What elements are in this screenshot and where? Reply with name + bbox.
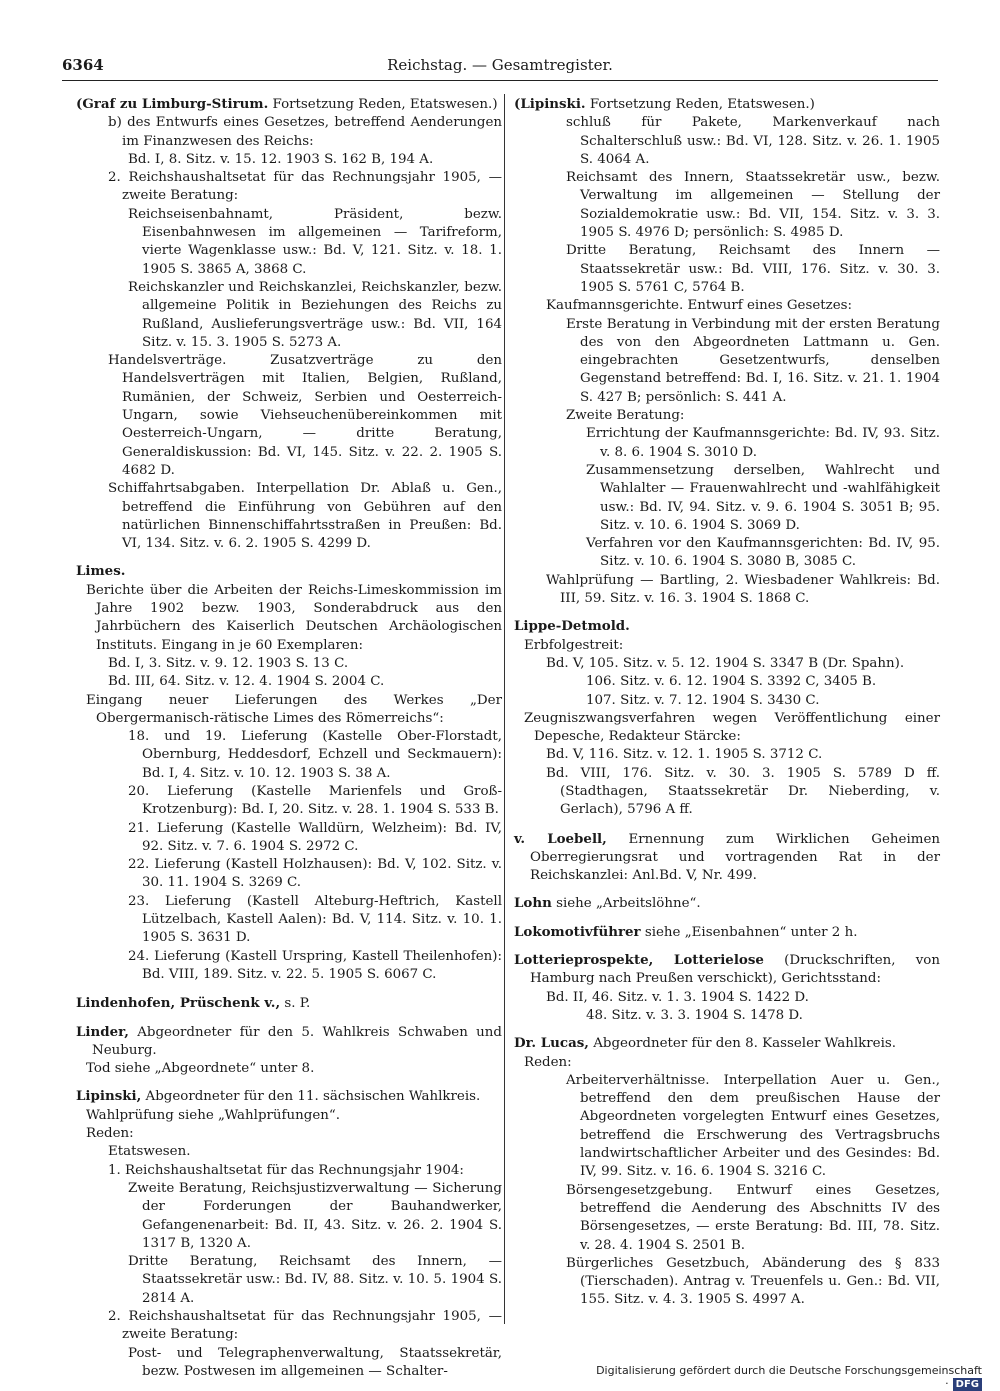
entry-line: Zeugniszwangsverfahren wegen Veröffentlichung einer Depesche, Redakteur Stärcke: [524,710,940,745]
entry-line: Dritte Beratung, Reichsamt des Innern, — Staatssekretär usw.: Bd. IV, 88. Sitz. v. 10. 5. 1904 S. 2814 A. [128,1254,502,1306]
index-entry [76,95,502,553]
entry-line: Bürgerliches Gesetzbuch, Abänderung des § 833 (Tierschaden). Antrag v. Treuenfels u. Gen.: Bd. VII, 155. Sitz. v. 4. 3. 1905 S. 4997 A. [566,1255,940,1308]
entry-line: Reichseisenbahnamt, Präsident, bezw. Eisenbahnwesen im allgemeinen — Tarifreform, vierte Wagenklasse usw.: Bd. V, 121. Sitz. v. 18. 1. 1905 S. 3865 A, 3868 C. [128,206,502,277]
entry-heading [514,951,940,989]
page-number: 6364 [62,56,104,74]
entry-line: Börsengesetzgebung. Entwurf eines Gesetzes, betreffend die Aenderung des Abschnitts IV des Börsengesetzes, — erste Beratung: Bd. III, 78. Sitz. v. 28. 4. 1904 S. 2501 B. [566,1182,940,1253]
entry-line: 107. Sitz. v. 7. 12. 1904 S. 3430 C. [586,692,820,708]
entry-line: Verfahren vor den Kaufmannsgerichten: Bd. IV, 95. Sitz. v. 10. 6. 1904 S. 3080 B, 3085 C. [586,536,940,570]
entry-heading [514,894,940,913]
heading-text: Fortsetzung Reden, Etatswesen.) [585,97,815,112]
index-entry [514,951,940,1025]
index-entry [514,95,940,608]
entry-heading [76,1087,502,1106]
entry-line: Bd. I, 8. Sitz. v. 15. 12. 1903 S. 162 B, 194 A. [128,151,434,167]
entry-line: Reichsamt des Innern, Staatssekretär usw., bezw. Verwaltung im allgemeinen — Stellung der Sozialdemokratie usw.: Bd. VII, 154. Sitz. v. 3. 3. 1905 S. 4976 D; persönlich: S. 4985 D. [566,170,940,241]
headword: Lotterieprospekte, Lotterielose [514,952,764,969]
entry-line: 21. Lieferung (Kastelle Walldürn, Welzheim): Bd. IV, 92. Sitz. v. 7. 6. 1904 S. 2972 C. [128,820,502,854]
entry-line: Errichtung der Kaufmannsgerichte: Bd. IV, 93. Sitz. v. 8. 6. 1904 S. 3010 D. [586,426,940,460]
index-entry [76,1023,502,1079]
entry-line: 24. Lieferung (Kastell Urspring, Kastell Theilenhofen): Bd. VIII, 189. Sitz. v. 22. 5. 1905 S. 6067 C. [128,948,502,982]
entry-line: Zweite Beratung, Reichsjustizverwaltung — Sicherung der Forderungen der Bauhandwerker, Gefangenenarbeit: Bd. II, 43. Sitz. v. 26. 2. 1904 S. 1317 B, 1320 A. [128,1180,502,1251]
entry-heading [514,617,940,636]
entry-line: 22. Lieferung (Kastell Holzhausen): Bd. V, 102. Sitz. v. 30. 11. 1904 S. 3269 C. [128,857,502,891]
heading-text: siehe „Eisenbahnen“ unter 2 h. [640,924,858,940]
entry-line: 106. Sitz. v. 6. 12. 1904 S. 3392 C, 3405 B. [586,674,877,690]
entry-line: Bd. VIII, 176. Sitz. v. 30. 3. 1905 S. 5789 D ff. (Stadthagen, Staatssekretär Dr. Nieberding, v. Gerlach), 5796 A ff. [546,765,940,818]
entry-line: Reden: [86,1126,134,1142]
index-entry [76,562,502,984]
headword: Lohn [514,895,552,912]
index-entry [514,923,940,942]
headword: Lokomotivführer [514,923,641,940]
heading-text: (Druckschriften, von Hamburg nach Preußen verschickt), Gerichtsstand: [530,953,940,987]
entry-heading [76,994,502,1013]
entry-line: Berichte über die Arbeiten der Reichs-Limeskommission im Jahre 1902 bezw. 1903, Sonderabdruck aus den Jahrbüchern des Kaiserlich Deutschen Archäologischen Instituts. Eingang in je 60 Exemplaren: [86,582,502,653]
heading-text: Abgeordneter für den 5. Wahlkreis Schwaben und Neuburg. [92,1024,502,1058]
entry-heading [514,923,940,942]
index-entry [76,994,502,1013]
header-rule [62,80,938,81]
entry-line: Kaufmannsgerichte. Entwurf eines Gesetzes: [546,298,853,314]
headword: Limes. [76,563,126,580]
entry-line: Erbfolgestreit: [524,637,624,653]
heading-text: Abgeordneter für den 8. Kasseler Wahlkreis. [588,1036,897,1052]
heading-text: siehe „Arbeitslöhne“. [551,896,701,912]
entry-line: 18. und 19. Lieferung (Kastelle Ober-Florstadt, Obernburg, Heddesdorf, Echzell und Seckmauern): Bd. I, 4. Sitz. v. 10. 12. 1903 S. 38 A. [128,729,502,781]
entry-line: 2. Reichshaushaltsetat für das Rechnungsjahr 1905, — zweite Beratung: [108,170,502,204]
running-title: Reichstag. — Gesamtregister. [387,56,613,74]
entry-line: Bd. V, 105. Sitz. v. 5. 12. 1904 S. 3347 B (Dr. Spahn). [546,655,905,671]
entry-heading [514,830,940,886]
headword: Lipinski, [76,1088,142,1105]
entry-line: Dritte Beratung, Reichsamt des Innern — Staatssekretär usw.: Bd. VIII, 176. Sitz. v. 30. 3. 1905 S. 5761 C, 5764 B. [566,243,940,295]
headword: v. Loebell, [514,830,607,847]
index-entry [514,894,940,913]
index-entry [514,1034,940,1309]
headword: (Lipinski. [514,96,586,112]
entry-line: Post- und Telegraphenverwaltung, Staatssekretär, bezw. Postwesen im allgemeinen — Schalter- [128,1345,502,1379]
entry-line: Eingang neuer Lieferungen des Werkes „Der Obergermanisch-rätische Limes des Römerreichs“: [86,692,502,726]
entry-heading [76,1023,502,1061]
entry-line: Bd. III, 64. Sitz. v. 12. 4. 1904 S. 2004 C. [108,674,385,690]
entry-line: Arbeiterverhältnisse. Interpellation Auer u. Gen., betreffend den dem preußischen Hause der Abgeordneten vorgelegten Entwurf eines Gesetzes, betreffend die Erschwerung des Vertragsbruchs landwirtschaftlicher Arbeiter und des Gesindes: Bd. IV, 99. Sitz. v. 16. 6. 1904 S. 3216 C. [566,1072,940,1180]
entry-line: Reichskanzler und Reichskanzlei, Reichskanzler, bezw. allgemeine Politik in Beziehungen des Reichs zu Rußland, Auslieferungsverträge usw.: Bd. VII, 164 Sitz. v. 15. 3. 1905 S. 5273 A. [128,279,502,350]
headword: Lindenhofen, Prüschenk v., [76,995,281,1012]
credit-text: Digitalisierung gefördert durch die Deutsche Forschungsgemeinschaft · [596,1364,982,1390]
entry-line: 23. Lieferung (Kastell Alteburg-Heftrich, Kastell Lützelbach, Kastell Aalen): Bd. V, 114. Sitz. v. 10. 1. 1905 S. 3631 D. [128,893,502,946]
column-divider [504,94,505,1324]
entry-line: Bd. I, 3. Sitz. v. 9. 12. 1903 S. 13 C. [108,655,349,671]
entry-line: 48. Sitz. v. 3. 3. 1904 S. 1478 D. [586,1007,803,1023]
entry-line: Bd. II, 46. Sitz. v. 1. 3. 1904 S. 1422 D. [546,989,809,1005]
entry-line: b) des Entwurfs eines Gesetzes, betreffend Aenderungen im Finanzwesen des Reichs: [108,115,502,149]
index-entry [514,830,940,886]
entry-heading [76,562,502,581]
entry-heading [76,95,502,114]
heading-text: Fortsetzung Reden, Etatswesen.) [268,97,498,112]
entry-line: Reden: [524,1054,572,1070]
digitization-credit [592,1364,982,1391]
entry-line: Etatswesen. [108,1144,191,1160]
entry-line: 1. Reichshaushaltsetat für das Rechnungsjahr 1904: [108,1162,464,1178]
entry-line: Schiffahrtsabgaben. Interpellation Dr. Ablaß u. Gen., betreffend die Einführung von Gebühren auf den natürlichen Binnenschiffahrtsstraßen in Preußen: Bd. VI, 134. Sitz. v. 6. 2. 1905 S. 4299 D. [108,481,502,552]
entry-heading [514,95,940,114]
headword: Linder, [76,1023,129,1040]
entry-line: Zweite Beratung: [566,408,685,424]
left-column [76,95,502,1390]
heading-text: Abgeordneter für den 11. sächsischen Wahlkreis. [141,1089,481,1105]
entry-line: schluß für Pakete, Markenverkauf nach Schalterschluß usw.: Bd. VI, 128. Sitz. v. 26. 1. 1905 S. 4064 A. [566,115,940,167]
entry-line: 2. Reichshaushaltsetat für das Rechnungsjahr 1905, — zweite Beratung: [108,1309,502,1343]
index-entry [514,617,940,819]
headword: Dr. Lucas, [514,1035,589,1052]
entry-line: Handelsverträge. Zusatzverträge zu den Handelsverträgen mit Italien, Belgien, Rußland, Rumänien, der Schweiz, Serbien und Oesterreich-Ungarn, sowie Viehseuchenübereinkommen mit Oesterreich-Ungarn, — dritte Beratung, Generaldiskussion: Bd. VI, 145. Sitz. v. 22. 2. 1905 S. 4682 D. [108,353,502,478]
entry-line: Bd. V, 116. Sitz. v. 12. 1. 1905 S. 3712 C. [546,747,823,763]
entry-line: 20. Lieferung (Kastelle Marienfels und Groß-Krotzenburg): Bd. I, 20. Sitz. v. 28. 1. 1904 S. 533 B. [128,783,502,818]
headword: (Graf zu Limburg-Stirum. [76,96,269,112]
entry-heading [514,1034,940,1053]
heading-text: s. P. [280,996,311,1012]
heading-text: Ernennung zum Wirklichen Geheimen Oberregierungsrat und vortragenden Rat in der Reichskanzlei: Anl.Bd. V, Nr. 499. [530,831,940,884]
page-header [62,56,938,80]
entry-line: Erste Beratung in Verbindung mit der ersten Beratung des von den Abgeordneten Lattmann u. Gen. eingebrachten Gesetzentwurfs, denselben Gegenstand betreffend: Bd. I, 16. Sitz. v. 21. 1. 1904 S. 427 B; persönlich: S. 441 A. [566,316,940,405]
entry-line: Wahlprüfung — Bartling, 2. Wiesbadener Wahlkreis: Bd. III, 59. Sitz. v. 16. 3. 1904 S. 1868 C. [546,572,940,607]
index-entry [76,1087,502,1381]
right-column [514,95,940,1319]
entry-line: Zusammensetzung derselben, Wahlrecht und Wahlalter — Frauenwahlrecht und -wahlfähigkeit usw.: Bd. IV, 94. Sitz. v. 9. 6. 1904 S. 3051 B; 95. Sitz. v. 10. 6. 1904 S. 3069 D. [586,462,940,533]
dfg-logo: DFG [953,1378,982,1391]
headword: Lippe-Detmold. [514,618,630,635]
entry-line: Wahlprüfung siehe „Wahlprüfungen“. [86,1107,340,1123]
entry-line: Tod siehe „Abgeordnete“ unter 8. [86,1061,315,1077]
